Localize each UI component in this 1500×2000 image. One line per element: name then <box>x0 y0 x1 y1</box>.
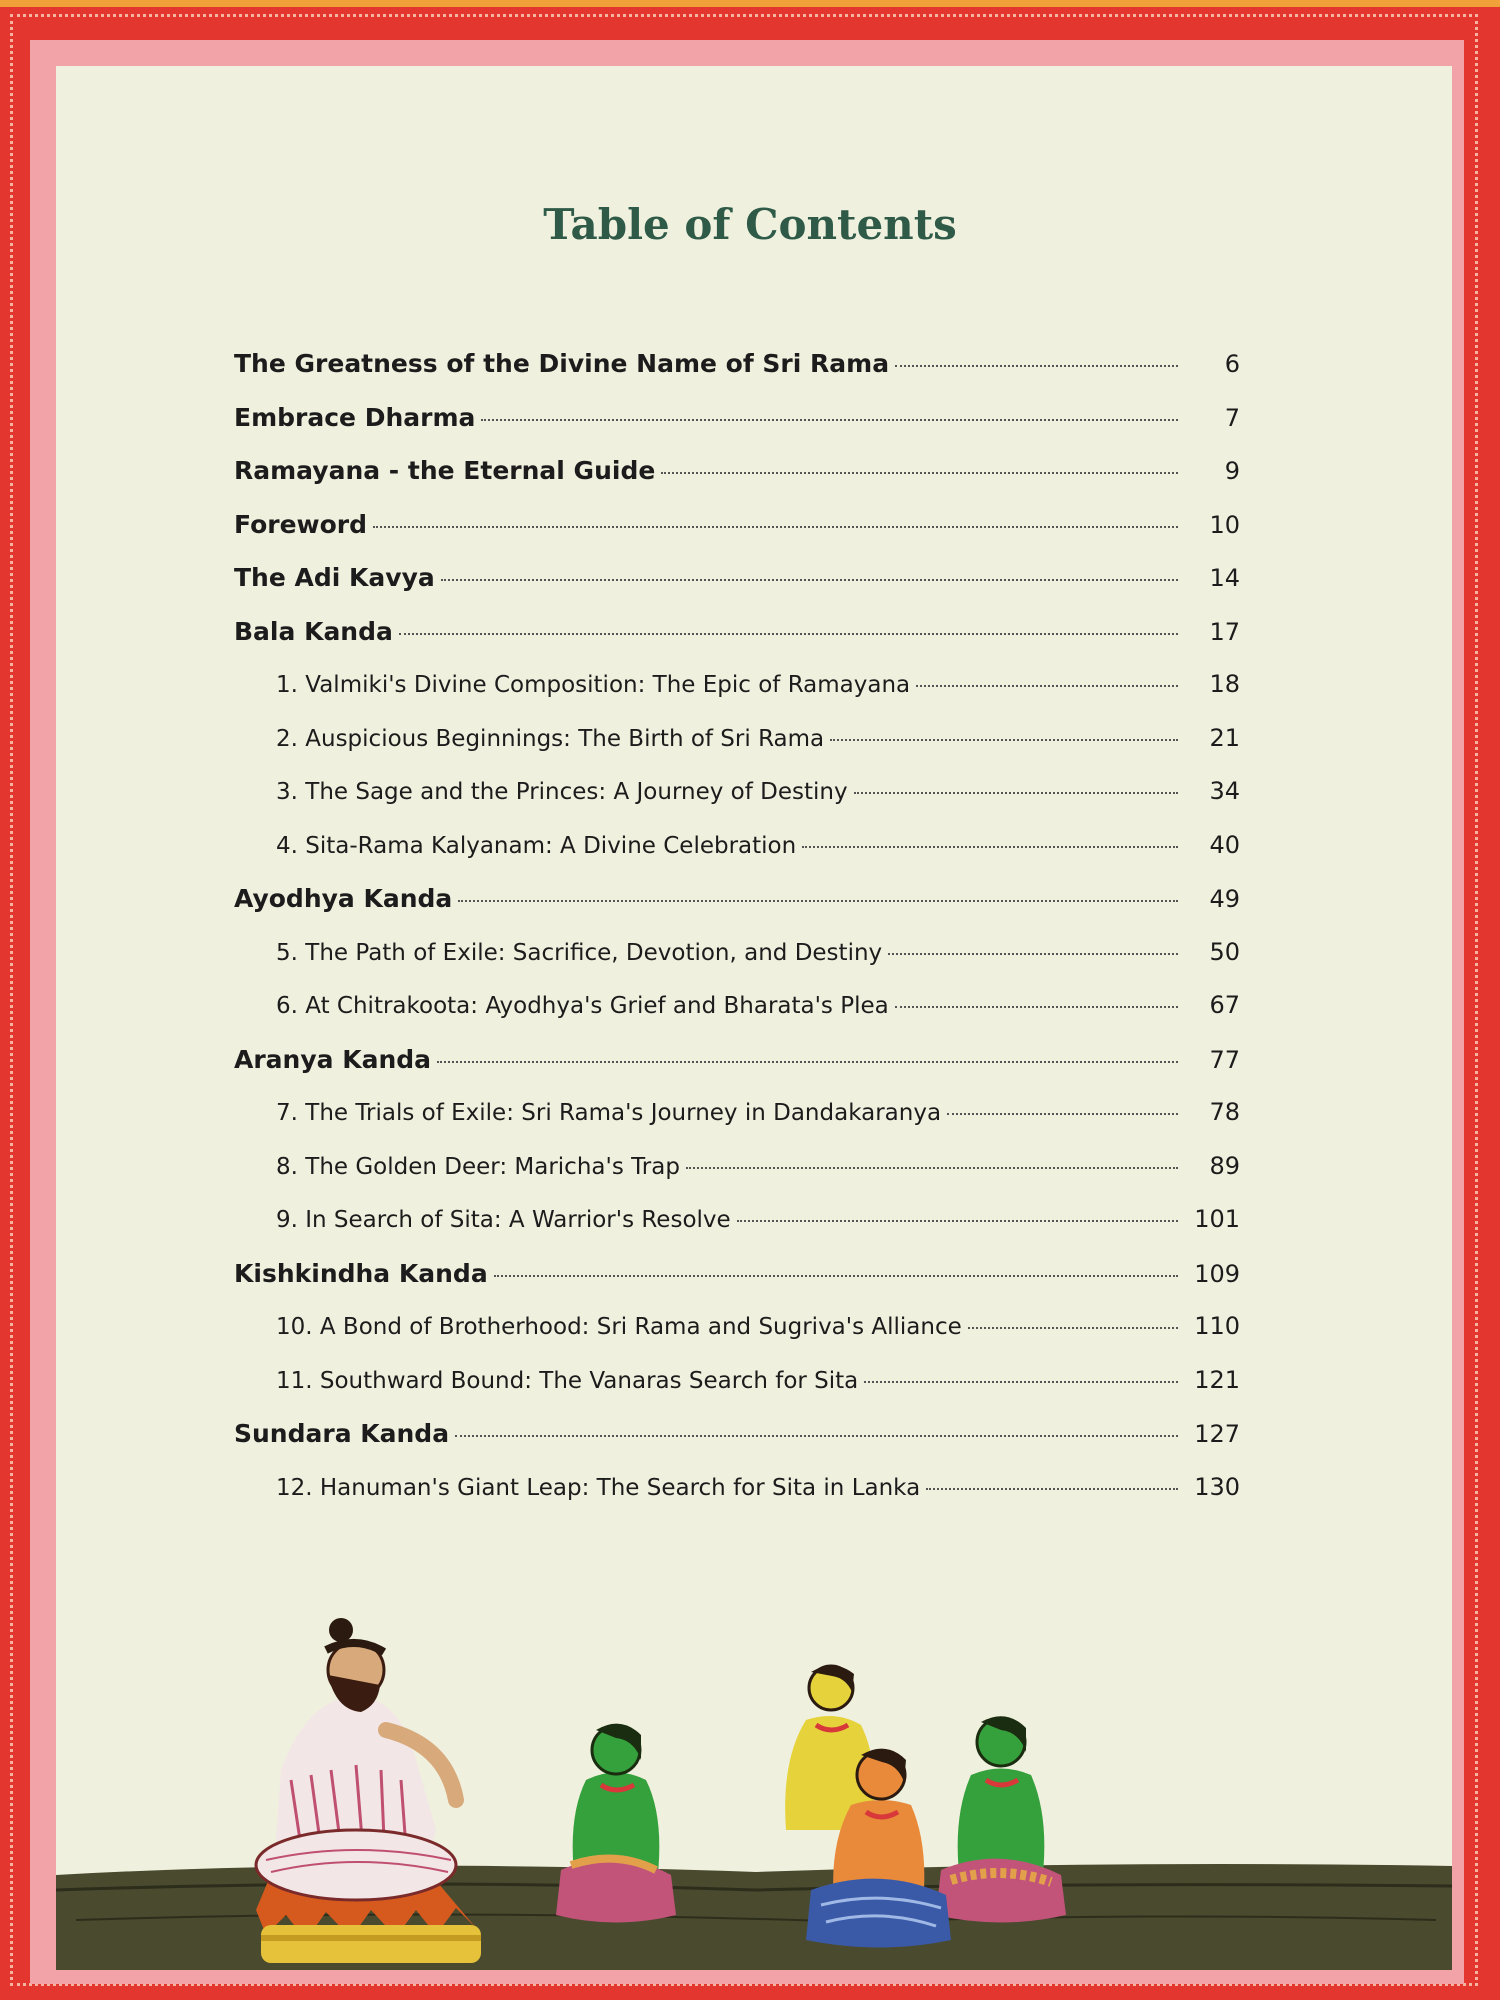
page-number: 34 <box>1209 777 1240 805</box>
toc-section-entry <box>234 1419 1240 1473</box>
entry-title: At Chitrakoota: Ayodhya's Grief and Bharata's Plea <box>305 993 889 1019</box>
toc-chapter-entry <box>234 1205 1240 1259</box>
dot-leader <box>458 900 1178 902</box>
entry-title: Ayodhya Kanda <box>234 884 453 913</box>
page-number: 109 <box>1194 1259 1240 1288</box>
toc-section-entry <box>234 349 1240 403</box>
toc-chapter-entry <box>234 777 1240 831</box>
dot-leader <box>737 1220 1178 1222</box>
sage-and-disciples-illustration <box>56 1590 1452 1970</box>
toc-section-entry <box>234 884 1240 938</box>
toc-chapter-entry <box>234 1366 1240 1420</box>
dot-leader <box>437 1061 1178 1063</box>
toc-section-entry <box>234 403 1240 457</box>
dot-leader <box>864 1381 1178 1383</box>
entry-title: Embrace Dharma <box>234 402 476 432</box>
toc-chapter-entry <box>234 670 1240 724</box>
toc-section-entry <box>234 510 1240 564</box>
entry-title: Sita-Rama Kalyanam: A Divine Celebration <box>305 832 797 859</box>
dot-leader <box>947 1113 1178 1115</box>
page-number: 121 <box>1194 1365 1240 1394</box>
toc-chapter-entry <box>234 831 1240 885</box>
entry-title: Ramayana - the Eternal Guide <box>234 456 656 485</box>
dot-leader <box>661 472 1178 474</box>
toc-chapter-entry <box>234 1312 1240 1366</box>
entry-title: Sundara Kanda <box>234 1419 450 1448</box>
chapter-number: 1. <box>276 672 306 698</box>
dot-leader <box>494 1275 1178 1277</box>
toc-section-entry <box>234 456 1240 510</box>
dot-leader <box>916 685 1178 687</box>
page-number: 101 <box>1194 1205 1240 1233</box>
entry-title: The Golden Deer: Maricha's Trap <box>305 1153 680 1180</box>
chapter-number: 3. <box>276 779 306 805</box>
toc-chapter-entry <box>234 1473 1240 1527</box>
page-number: 78 <box>1209 1098 1240 1126</box>
page-number: 10 <box>1209 510 1240 539</box>
dot-leader <box>888 953 1178 955</box>
dot-leader <box>373 526 1178 528</box>
dot-leader <box>481 419 1178 421</box>
table-of-contents <box>234 349 1240 1526</box>
entry-title: The Greatness of the Divine Name of Sri Rama <box>234 349 890 378</box>
page-number: 21 <box>1209 723 1240 752</box>
chapter-number: 10. <box>276 1314 320 1340</box>
chapter-number: 4. <box>276 832 306 859</box>
chapter-number: 2. <box>276 725 306 752</box>
page-number: 50 <box>1209 937 1240 966</box>
page-number: 6 <box>1224 350 1240 378</box>
entry-title: Hanuman's Giant Leap: The Search for Sita in Lanka <box>319 1474 921 1501</box>
entry-title: Foreword <box>234 509 368 539</box>
page-number: 18 <box>1209 670 1240 698</box>
dot-leader <box>686 1167 1178 1169</box>
toc-section-entry <box>234 1045 1240 1099</box>
toc-section-entry <box>234 563 1240 617</box>
top-color-strip <box>0 0 1500 7</box>
chapter-number: 8. <box>276 1153 306 1180</box>
entry-title: The Adi Kavya <box>234 563 435 592</box>
page-number: 89 <box>1209 1151 1240 1180</box>
page-number: 127 <box>1194 1420 1240 1448</box>
chapter-number: 7. <box>276 1100 306 1126</box>
page-title: Table of Contents <box>543 200 957 249</box>
entry-title: The Trials of Exile: Sri Rama's Journey in Dandakaranya <box>305 1100 942 1126</box>
page-number: 67 <box>1209 991 1240 1019</box>
dot-leader <box>455 1435 1178 1437</box>
dot-leader <box>802 846 1178 848</box>
dot-leader <box>895 365 1178 367</box>
chapter-number: 9. <box>276 1207 306 1233</box>
entry-title: Auspicious Beginnings: The Birth of Sri Rama <box>305 725 825 752</box>
dot-leader <box>854 792 1178 794</box>
entry-title: In Search of Sita: A Warrior's Resolve <box>305 1207 731 1233</box>
dot-leader <box>926 1488 1178 1490</box>
chapter-number: 12. <box>276 1474 320 1501</box>
entry-title: The Path of Exile: Sacrifice, Devotion, and Destiny <box>305 939 883 966</box>
toc-chapter-entry <box>234 1098 1240 1152</box>
dot-leader <box>895 1006 1178 1008</box>
page-number: 9 <box>1224 457 1240 485</box>
dot-leader <box>399 633 1178 635</box>
page-number: 110 <box>1194 1312 1240 1340</box>
toc-chapter-entry <box>234 991 1240 1045</box>
entry-title: A Bond of Brotherhood: Sri Rama and Sugriva's Alliance <box>319 1314 962 1340</box>
entry-title: Southward Bound: The Vanaras Search for Sita <box>319 1367 859 1394</box>
disciple-figure-1 <box>556 1724 676 1923</box>
page-number: 17 <box>1209 617 1240 646</box>
page-number: 130 <box>1194 1472 1240 1501</box>
dot-leader <box>968 1327 1178 1329</box>
entry-title: Valmiki's Divine Composition: The Epic of Ramayana <box>305 672 911 698</box>
dot-leader <box>830 739 1178 741</box>
chapter-number: 5. <box>276 939 306 966</box>
entry-title: Kishkindha Kanda <box>234 1258 488 1288</box>
toc-section-entry <box>234 617 1240 671</box>
page-number: 77 <box>1209 1045 1240 1074</box>
disciple-figure-3 <box>936 1716 1066 1922</box>
sage-figure <box>256 1618 481 1963</box>
page-number: 7 <box>1224 403 1240 432</box>
toc-chapter-entry <box>234 938 1240 992</box>
toc-chapter-entry <box>234 1152 1240 1206</box>
chapter-number: 6. <box>276 993 306 1019</box>
entry-title: Aranya Kanda <box>234 1044 432 1074</box>
page-number: 14 <box>1209 564 1240 592</box>
chapter-number: 11. <box>276 1367 320 1394</box>
toc-section-entry <box>234 1259 1240 1313</box>
toc-chapter-entry <box>234 724 1240 778</box>
page-number: 49 <box>1209 885 1240 913</box>
dot-leader <box>441 579 1178 581</box>
page-number: 40 <box>1209 830 1240 859</box>
entry-title: Bala Kanda <box>234 616 393 646</box>
entry-title: The Sage and the Princes: A Journey of Destiny <box>305 779 848 805</box>
